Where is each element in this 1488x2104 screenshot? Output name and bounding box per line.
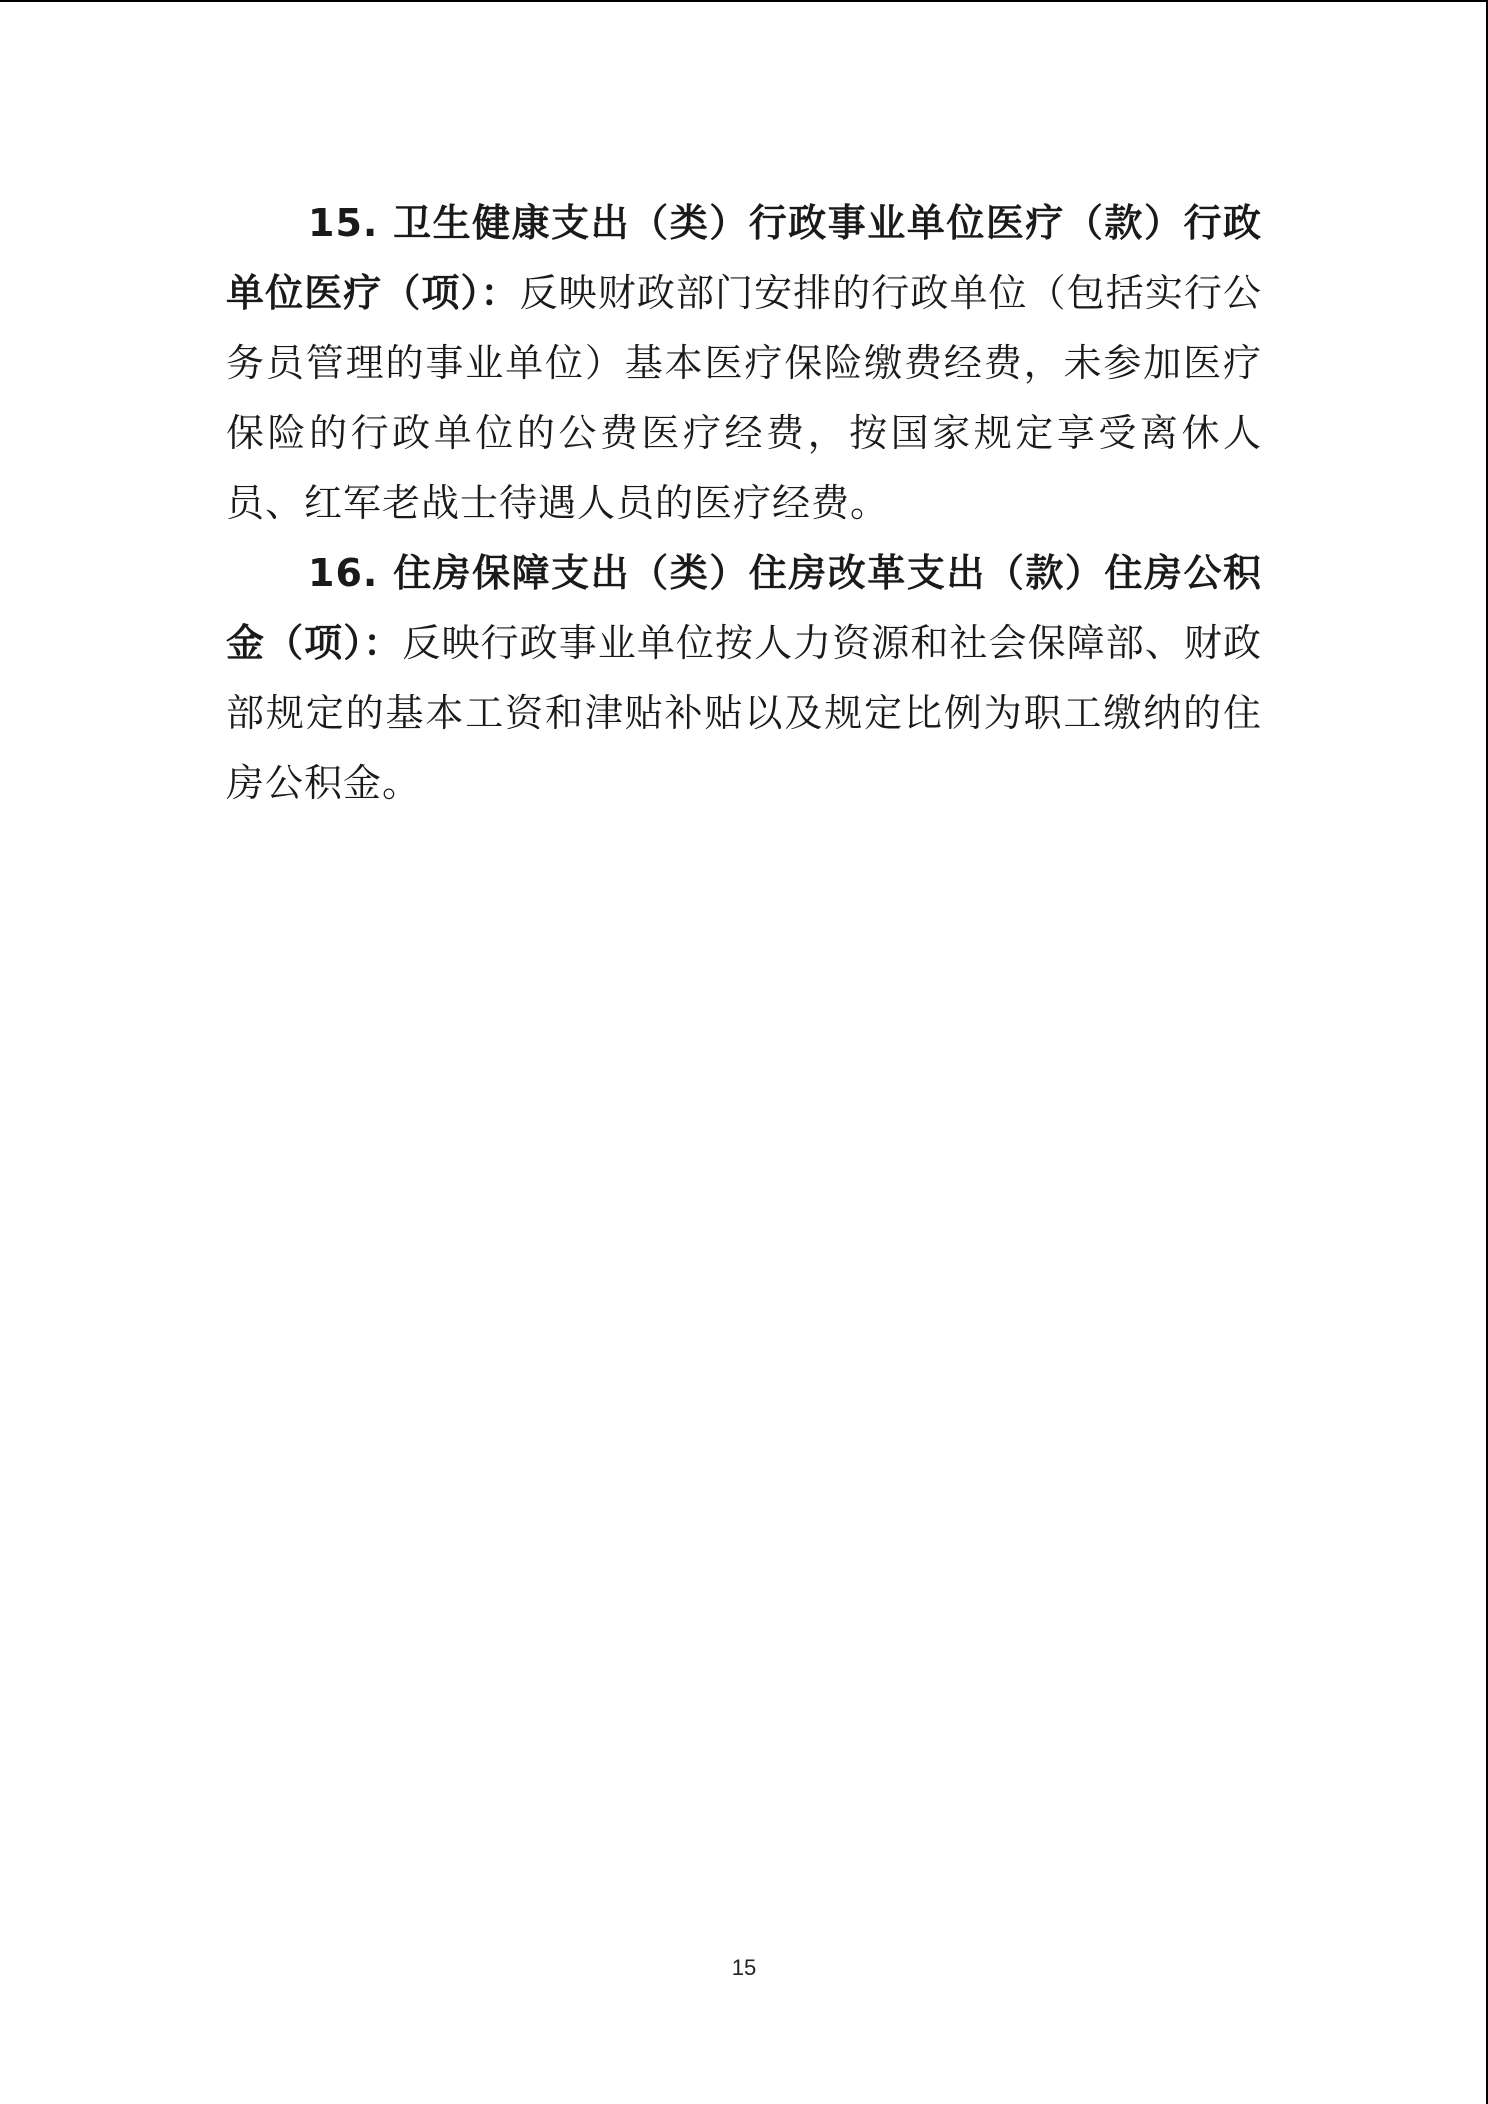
page-number: 15 (731, 1955, 757, 1980)
paragraph-15-body: 反映财政部门安排的行政单位（包括实行公务员管理的事业单位）基本医疗保险缴费经费，未参加医疗保险的行政单位的公费医疗经费，按国家规定享受离休人员、红军老战士待遇人员的医疗经费。 (226, 271, 1262, 525)
paragraph-15-heading: 15. 卫生健康支出（类）行政事业单位医疗（款）行政单位医疗（项）： (226, 201, 1262, 315)
paragraph-16-body: 反映行政事业单位按人力资源和社会保障部、财政部规定的基本工资和津贴补贴以及规定比例为职工缴纳的住房公积金。 (226, 621, 1262, 805)
paragraph-15 (226, 188, 1262, 538)
paragraph-16-heading: 16. 住房保障支出（类）住房改革支出（款）住房公积金（项）： (226, 551, 1262, 665)
paragraph-16 (226, 538, 1262, 818)
page-content (226, 188, 1262, 818)
